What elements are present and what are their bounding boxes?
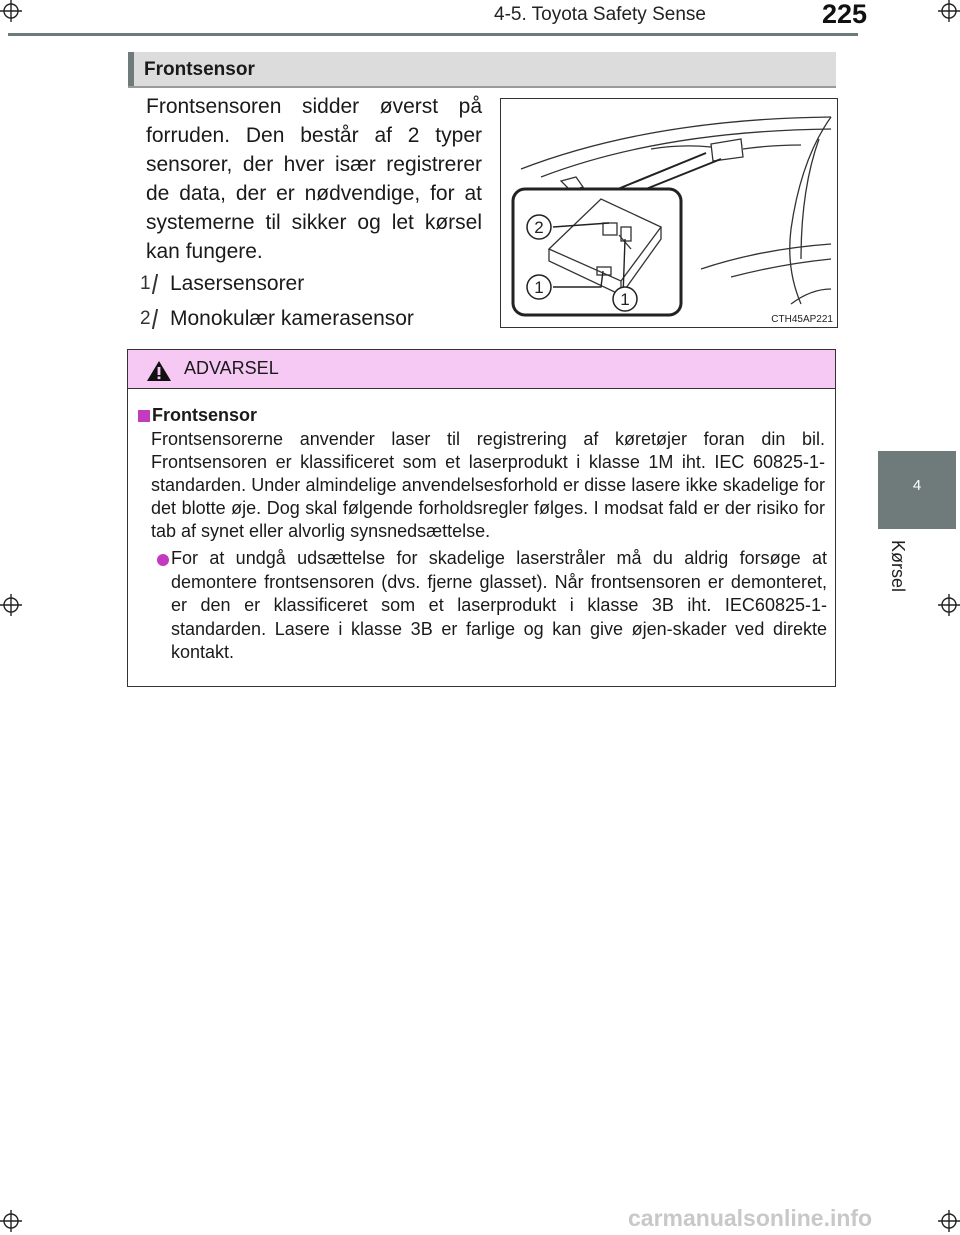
header-rule — [8, 33, 858, 36]
warning-header — [128, 350, 835, 389]
chapter-label: Kørsel — [888, 540, 908, 593]
warning-title: ADVARSEL — [184, 358, 279, 378]
chapter-tab — [878, 451, 956, 529]
crop-mark-icon — [0, 1210, 22, 1232]
item-number: 2 — [140, 308, 160, 330]
section-title: Frontsensor — [144, 59, 255, 80]
crop-mark-icon — [938, 1210, 960, 1232]
intro-paragraph: Frontsensoren sidder øverst på forruden. Den består af 2 typer sensorer, der hver især registrerer de data, der er nødvendige, for at systemerne til sikker og let kørsel kan fungere. — [146, 95, 482, 263]
item-number: 1 — [140, 273, 160, 295]
warning-bullet-text: For at undgå udsættelse for skadelige laserstråler må du aldrig forsøge at demontere frontsensoren (dvs. fjerne glasset). Når frontsensoren er demonteret, er den er klassificeret som et laserprodukt i klasse 3B iht. IEC60825-1-standarden. Lasere i klasse 3B er farlige og kan give øjen-skader ved direkte kontakt. — [171, 548, 827, 662]
chapter-number: 4 — [912, 477, 922, 494]
windshield-drawing — [501, 99, 837, 327]
page-number: 225 — [822, 0, 868, 29]
section-heading-bar — [128, 52, 134, 86]
item-label: Monokulær kamerasensor — [170, 307, 414, 330]
sensor-illustration — [500, 98, 838, 328]
crop-mark-icon — [938, 0, 960, 22]
warning-triangle-icon — [146, 360, 172, 382]
watermark: carmanualsonline.info — [628, 1205, 873, 1231]
callout-label: 2 — [534, 218, 544, 237]
round-bullet-icon — [157, 554, 169, 566]
item-label: Lasersensorer — [170, 272, 305, 295]
square-bullet-icon — [138, 410, 150, 422]
figure-code: CTH45AP221 — [771, 314, 833, 325]
crop-mark-icon — [0, 0, 22, 22]
warning-heading: Frontsensor — [152, 405, 258, 425]
warning-paragraph: Frontsensorerne anvender laser til registrering af køretøjer foran din bil. Frontsensoren er klassificeret som et laserprodukt i klasse 1M iht. IEC 60825-1-standarden. Under almindelige anvendelsesforhold er disse lasere ikke skadelige for det blotte øje. Dog skal følgende forholdsregler følges. I modsat fald er der risiko for tab af synet eller alvorlig synsnedsættelse. — [151, 429, 825, 541]
crop-mark-icon — [0, 594, 22, 616]
section-heading — [128, 52, 836, 88]
callout-label: 1 — [620, 290, 630, 309]
crop-mark-icon — [938, 594, 960, 616]
callout-label: 1 — [534, 278, 544, 297]
header-section-ref: 4-5. Toyota Safety Sense — [494, 4, 706, 25]
warning-box — [127, 349, 836, 687]
